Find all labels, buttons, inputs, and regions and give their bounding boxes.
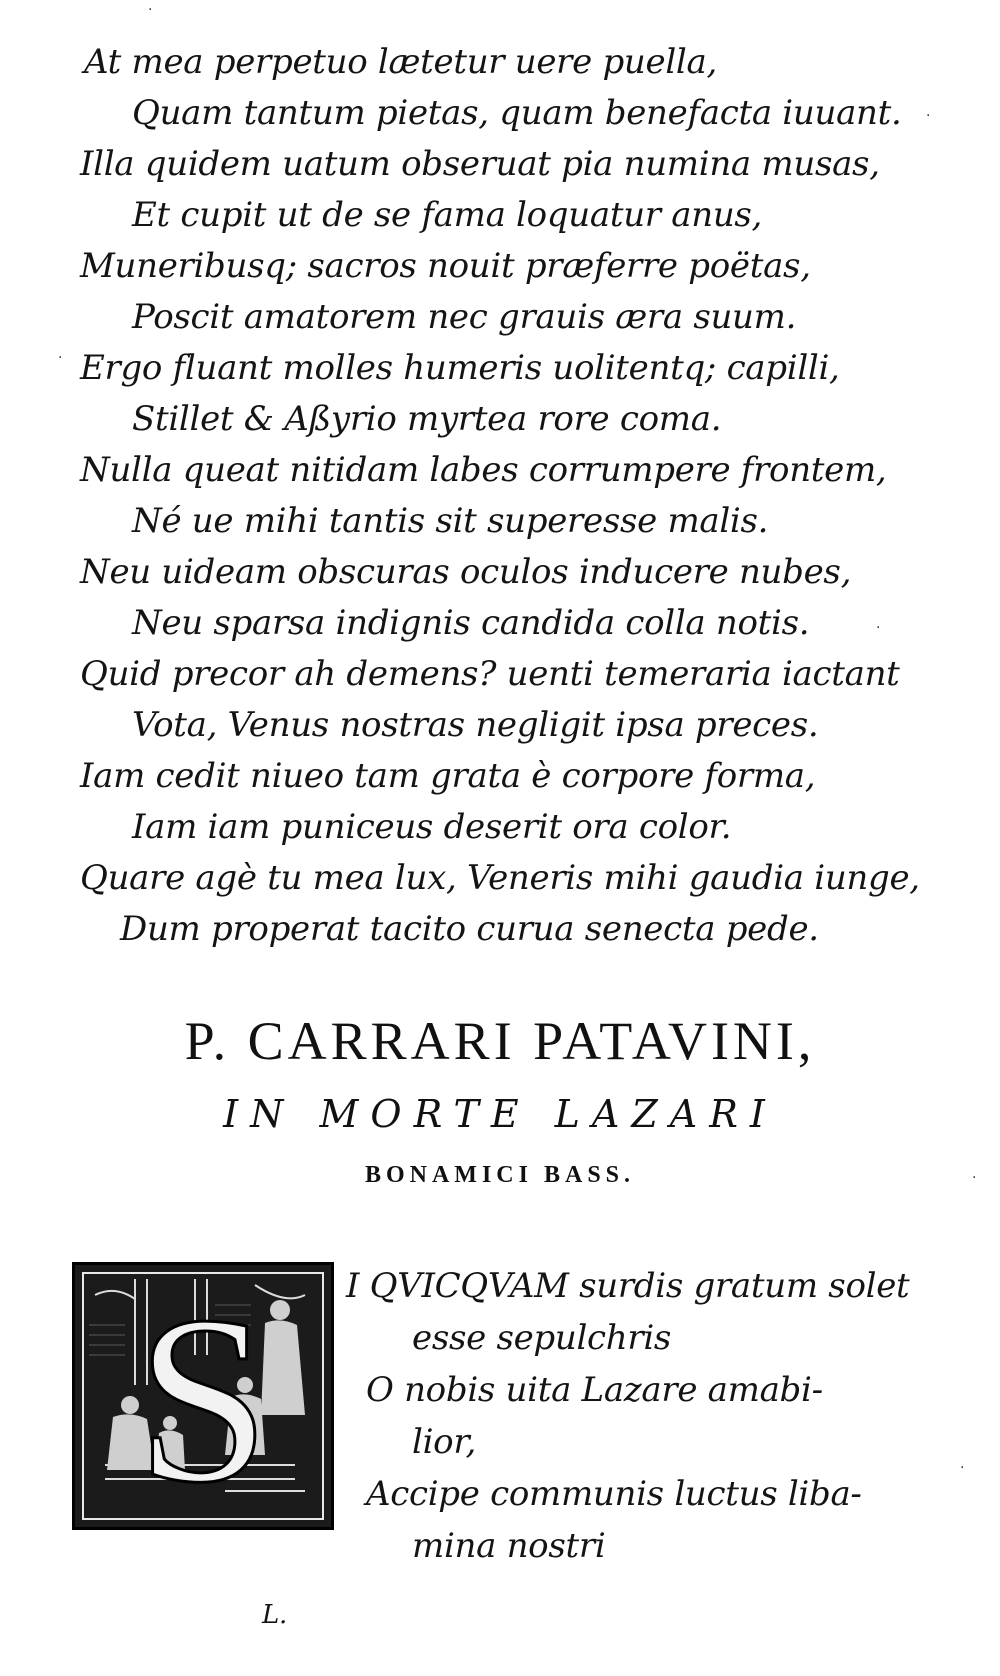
- epitaph-line: Accipe communis luctus liba-: [366, 1474, 862, 1514]
- verse-line: At mea perpetuo lætetur uere puella,: [84, 42, 717, 82]
- verse-line: Ergo fluant molles humeris uolitentq; capilli,: [80, 348, 840, 388]
- verse-line: Iam cedit niueo tam grata è corpore forma,: [80, 756, 816, 796]
- epitaph-line: I QVICQVAM surdis gratum solet: [346, 1266, 910, 1306]
- verse-line: Quid precor ah demens? uenti temeraria iactant: [80, 654, 900, 694]
- epitaph-line: O nobis uita Lazare amabi-: [366, 1370, 823, 1410]
- verse-line: Iam iam puniceus deserit ora color.: [132, 807, 732, 847]
- verse-line: Dum properat tacito curua senecta pede.: [120, 909, 819, 949]
- verse-line: Né ue mihi tantis sit superesse malis.: [132, 501, 769, 541]
- speck: ·: [148, 2, 153, 18]
- epitaph-line: esse sepulchris: [412, 1318, 672, 1358]
- verse-line: Illa quidem uatum obseruat pia numina musas,: [80, 144, 880, 184]
- verse-line: Stillet & Aßyrio myrtea rore coma.: [132, 399, 722, 439]
- verse-line: Quam tantum pietas, quam benefacta iuuant.: [132, 93, 902, 133]
- speck: ·: [960, 1460, 965, 1476]
- speck: ·: [926, 108, 931, 124]
- subject-heading: IN MORTE LAZARI: [223, 1092, 777, 1136]
- woodcut-initial: [72, 1262, 334, 1530]
- author-heading: P. CARRARI PATAVINI,: [184, 1011, 816, 1071]
- catchword: L.: [262, 1600, 287, 1630]
- epitaph-line: lior,: [412, 1422, 477, 1462]
- initial-letter: S: [136, 1266, 270, 1527]
- verse-line: Nulla queat nitidam labes corrumpere frontem,: [80, 450, 887, 490]
- verse-line: Neu sparsa indignis candida colla notis.: [132, 603, 810, 643]
- speck: ·: [972, 1170, 977, 1186]
- verse-line: Quare agè tu mea lux, Veneris mihi gaudia iunge,: [80, 858, 920, 898]
- verse-line: Poscit amatorem nec grauis æra suum.: [132, 297, 797, 337]
- verse-line: Et cupit ut de se fama loquatur anus,: [132, 195, 763, 235]
- epitaph-line: mina nostri: [412, 1526, 606, 1566]
- woodcut-illustration-icon: [75, 1265, 331, 1527]
- speck: ·: [876, 620, 881, 636]
- verse-line: Muneribusq; sacros nouit præferre poëtas,: [80, 246, 811, 286]
- verse-line: Vota, Venus nostras negligit ipsa preces.: [132, 705, 819, 745]
- speck: ·: [58, 350, 63, 366]
- subject-subheading: BONAMICI BASS.: [364, 1162, 636, 1188]
- verse-line: Neu uideam obscuras oculos inducere nubes,: [80, 552, 852, 592]
